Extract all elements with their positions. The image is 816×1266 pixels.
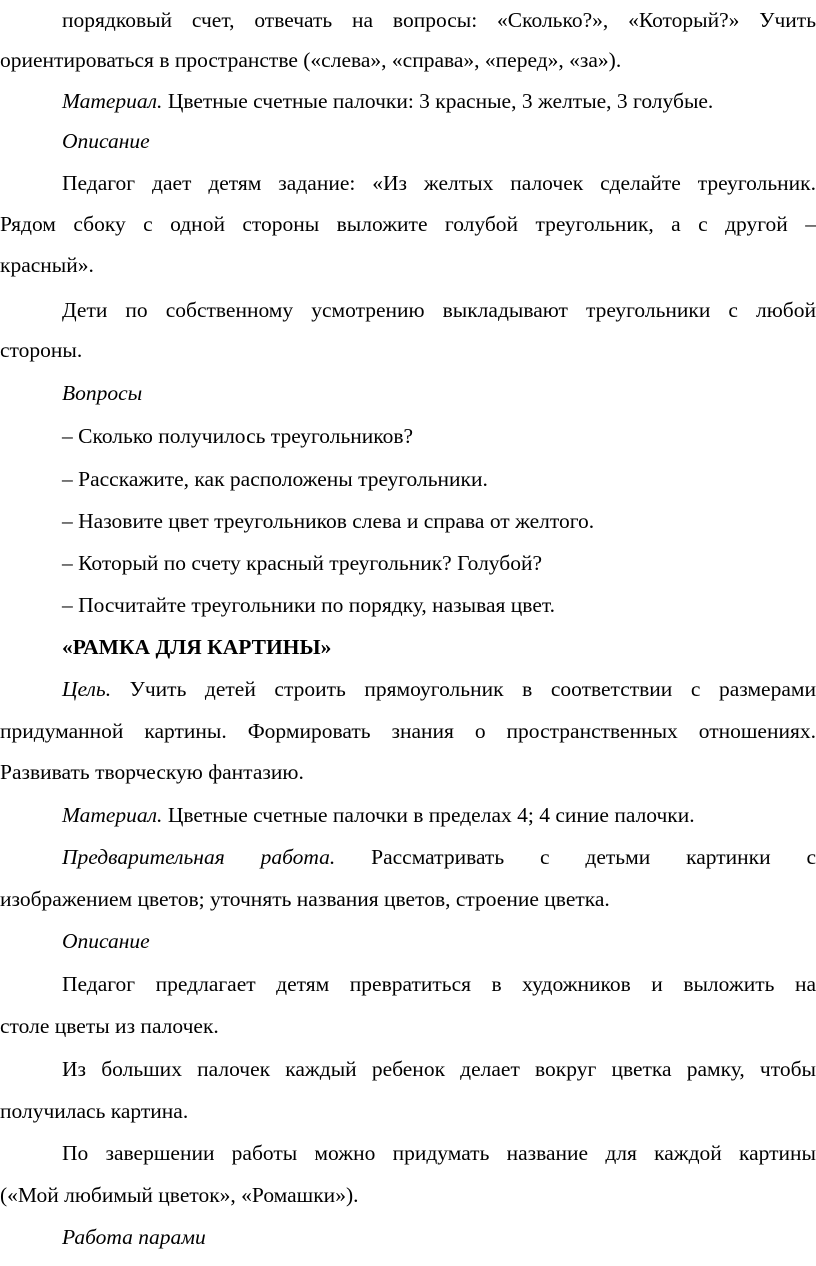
preliminary-work-text: Рассматривать с детьми картинки с bbox=[335, 845, 816, 869]
text-line: Педагог дает детям задание: «Из желтых палочек сделайте треугольник. bbox=[62, 171, 816, 195]
material-text: Цветные счетные палочки: 3 красные, 3 желтые, 3 голубые. bbox=[162, 89, 714, 113]
material-text: Цветные счетные палочки в пределах 4; 4 синие палочки. bbox=[162, 803, 695, 827]
text-line: стороны. bbox=[0, 338, 83, 362]
text-line: Рядом сбоку с одной стороны выложите голубой треугольник, а с другой – bbox=[0, 212, 816, 236]
text-line: Развивать творческую фантазию. bbox=[0, 760, 304, 784]
question-item: – Посчитайте треугольники по порядку, называя цвет. bbox=[62, 593, 556, 617]
text-line: («Мой любимый цветок», «Ромашки»). bbox=[0, 1183, 359, 1207]
preliminary-work-paragraph bbox=[0, 837, 816, 877]
goal-text: Учить детей строить прямоугольник в соответствии с размерами bbox=[111, 677, 816, 701]
text-line: Из больших палочек каждый ребенок делает вокруг цветка рамку, чтобы bbox=[62, 1057, 816, 1081]
text-line: придуманной картины. Формировать знания о пространственных отношениях. bbox=[0, 719, 816, 743]
question-item: – Назовите цвет треугольников слева и справа от желтого. bbox=[62, 509, 595, 533]
game-title: «РАМКА ДЛЯ КАРТИНЫ» bbox=[62, 635, 332, 659]
goal-paragraph bbox=[0, 669, 816, 709]
text-line: Дети по собственному усмотрению выкладывают треугольники с любой bbox=[62, 298, 816, 322]
text-line: красный». bbox=[0, 253, 94, 277]
section-heading-pair-work: Работа парами bbox=[62, 1225, 206, 1249]
text-line: ориентироваться в пространстве («слева», «справа», «перед», «за»). bbox=[0, 48, 622, 72]
material-label: Материал. bbox=[62, 89, 163, 113]
goal-label: Цель. bbox=[62, 677, 112, 701]
section-heading-description: Описание bbox=[62, 129, 150, 153]
question-item: – Сколько получилось треугольников? bbox=[62, 424, 414, 448]
material-paragraph bbox=[0, 795, 816, 835]
section-heading-questions: Вопросы bbox=[62, 381, 143, 405]
text-line: Педагог предлагает детям превратиться в художников и выложить на bbox=[62, 972, 816, 996]
text-line: порядковый счет, отвечать на вопросы: «Сколько?», «Который?» Учить bbox=[62, 8, 816, 32]
question-item: – Который по счету красный треугольник? Голубой? bbox=[62, 551, 543, 575]
section-heading-description: Описание bbox=[62, 929, 150, 953]
text-line: получилась картина. bbox=[0, 1099, 189, 1123]
material-label: Материал. bbox=[62, 803, 163, 827]
text-line: изображением цветов; уточнять названия цветов, строение цветка. bbox=[0, 887, 610, 911]
text-line: По завершении работы можно придумать название для каждой картины bbox=[62, 1141, 816, 1165]
material-paragraph bbox=[0, 81, 816, 121]
question-item: – Расскажите, как расположены треугольники. bbox=[62, 467, 488, 491]
text-line: столе цветы из палочек. bbox=[0, 1014, 219, 1038]
preliminary-work-label: Предварительная работа. bbox=[62, 845, 336, 869]
